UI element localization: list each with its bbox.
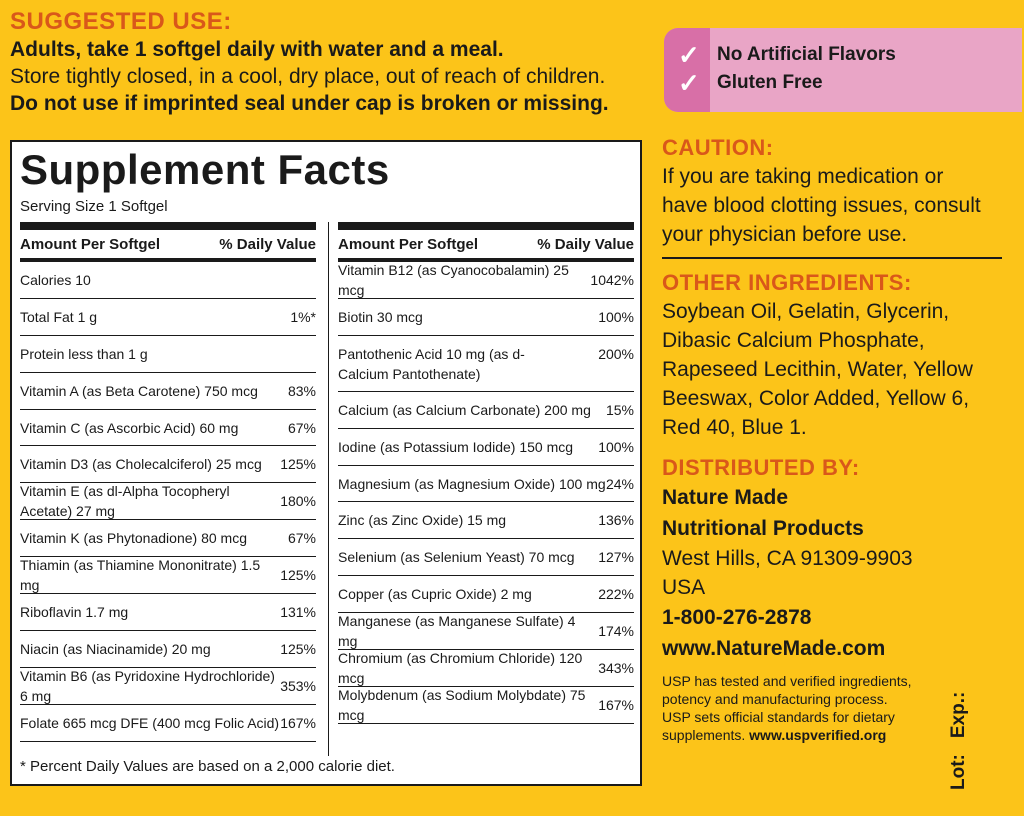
nutrient-row xyxy=(20,520,316,557)
daily-value: 200% xyxy=(598,345,634,362)
nutrient-row xyxy=(338,576,634,613)
badge-label: Gluten Free xyxy=(717,72,823,93)
lot-exp-stamp xyxy=(948,676,970,790)
company-name: Nature Made xyxy=(662,486,789,509)
daily-value: 174% xyxy=(598,623,634,640)
nutrient-row xyxy=(338,262,634,299)
nutrient-row xyxy=(338,613,634,650)
nutrient-name: Protein less than 1 g xyxy=(20,345,148,362)
nutrient-row xyxy=(338,299,634,336)
caution-text: your physician before use. xyxy=(662,223,908,246)
nutrient-row xyxy=(20,336,316,373)
nutrient-name: Thiamin (as Thiamine Mononitrate) 1.5 mg xyxy=(20,557,261,594)
usp-text: USP sets official standards for dietary xyxy=(662,709,895,725)
ingredients-text: Dibasic Calcium Phosphate, xyxy=(662,329,925,352)
seal-warning-line: Do not use if imprinted seal under cap is broken or missing. xyxy=(10,92,609,115)
check-icon: ✓ xyxy=(678,68,700,98)
badge-label: No Artificial Flavors xyxy=(717,44,896,65)
nutrient-name: Calcium (as Calcium Carbonate) 200 mg xyxy=(338,401,591,418)
lot-label: Lot: xyxy=(948,754,969,790)
ingredients-text: Soybean Oil, Gelatin, Glycerin, xyxy=(662,300,950,323)
nutrient-row xyxy=(20,705,316,742)
nutrient-row xyxy=(338,429,634,466)
nutrient-row xyxy=(338,502,634,539)
daily-value: 100% xyxy=(598,438,634,455)
nutrient-name: Selenium (as Selenium Yeast) 70 mcg xyxy=(338,549,575,566)
caution-text: If you are taking medication or xyxy=(662,165,944,188)
nutrient-row xyxy=(338,687,634,724)
nutrient-name: Chromium (as Chromium Chloride) 120 mcg xyxy=(338,649,583,686)
phone-number: 1-800-276-2878 xyxy=(662,606,812,629)
nutrient-name: Biotin 30 mcg xyxy=(338,308,423,325)
daily-value: 131% xyxy=(280,603,316,620)
suggested-use-section xyxy=(10,8,650,117)
facts-left-column xyxy=(20,222,316,742)
nutrient-row xyxy=(20,410,316,447)
company-name: Nutritional Products xyxy=(662,517,864,540)
nutrient-row xyxy=(20,668,316,705)
nutrient-row xyxy=(338,466,634,503)
nutrient-row xyxy=(20,631,316,668)
column-header xyxy=(20,230,316,262)
daily-value: 180% xyxy=(280,493,316,510)
nutrient-name: Molybdenum (as Sodium Molybdate) 75 mcg xyxy=(338,686,586,723)
country: USA xyxy=(662,576,706,599)
daily-value: 83% xyxy=(287,382,316,399)
usp-text: potency and manufacturing process. xyxy=(662,691,888,707)
usp-website: www.uspverified.org xyxy=(749,727,887,743)
nutrient-name: Pantothenic Acid 10 mg (as d-Calcium Pantothenate) xyxy=(338,345,525,382)
check-icon: ✓ xyxy=(678,40,700,70)
daily-value: 67% xyxy=(287,530,316,547)
daily-value: 353% xyxy=(280,677,316,694)
nutrient-row xyxy=(338,539,634,576)
usp-text-prefix: supplements. xyxy=(662,727,750,743)
ingredients-text: Beeswax, Color Added, Yellow 6, xyxy=(662,387,970,410)
amount-header: Amount Per Softgel xyxy=(20,235,161,253)
daily-value: 136% xyxy=(598,512,634,529)
nutrient-name: Folate 665 mcg DFE (400 mcg Folic Acid) xyxy=(20,714,280,731)
nutrient-row xyxy=(20,594,316,631)
nutrient-row xyxy=(20,299,316,336)
nutrient-name: Niacin (as Niacinamide) 20 mg xyxy=(20,640,211,657)
ingredients-text: Red 40, Blue 1. xyxy=(662,416,807,439)
right-rows xyxy=(338,262,634,724)
serving-size: Serving Size 1 Softgel xyxy=(20,198,168,215)
divider xyxy=(662,257,1002,259)
nutrient-name: Total Fat 1 g xyxy=(20,308,98,325)
daily-value: 1%* xyxy=(290,308,316,325)
exp-label: Exp.: xyxy=(948,691,969,739)
nutrient-name: Magnesium (as Magnesium Oxide) 100 mg xyxy=(338,475,606,492)
heavy-rule xyxy=(20,222,316,230)
dv-header: % Daily Value xyxy=(537,235,634,253)
nutrient-row xyxy=(20,483,316,520)
nutrient-name: Vitamin B6 (as Pyridoxine Hydrochloride) 6 mg xyxy=(20,667,275,704)
claims-badge xyxy=(664,28,1022,112)
nutrient-name: Iodine (as Potassium Iodide) 150 mcg xyxy=(338,438,574,455)
badge-row xyxy=(678,42,896,68)
heavy-rule xyxy=(338,222,634,230)
daily-value: 167% xyxy=(280,714,316,731)
other-ingredients-heading: OTHER INGREDIENTS: xyxy=(662,270,912,295)
daily-value: 222% xyxy=(598,586,634,603)
nutrient-row xyxy=(20,557,316,594)
facts-title: Supplement Facts xyxy=(20,146,390,193)
nutrient-name: Riboflavin 1.7 mg xyxy=(20,603,129,620)
badge-row xyxy=(678,70,823,96)
caution-heading: CAUTION: xyxy=(662,135,774,160)
daily-value: 24% xyxy=(605,475,634,492)
left-rows xyxy=(20,262,316,742)
storage-line: Store tightly closed, in a cool, dry place, out of reach of children. xyxy=(10,65,606,88)
daily-value: 343% xyxy=(598,659,634,676)
nutrient-name: Vitamin E (as dl-Alpha Tocopheryl Acetate) 27 mg xyxy=(20,483,230,520)
nutrient-name: Vitamin D3 (as Cholecalciferol) 25 mcg xyxy=(20,456,262,473)
caution-text: have blood clotting issues, consult xyxy=(662,194,981,217)
suggested-use-line: Adults, take 1 softgel daily with water and a meal. xyxy=(10,38,504,61)
daily-value: 15% xyxy=(605,401,634,418)
nutrient-name: Calories 10 xyxy=(20,271,91,288)
nutrient-row xyxy=(338,650,634,687)
nutrient-row xyxy=(20,373,316,410)
nutrient-row xyxy=(20,446,316,483)
website: www.NatureMade.com xyxy=(662,637,886,660)
daily-value: 125% xyxy=(280,456,316,473)
daily-value-footnote: * Percent Daily Values are based on a 2,000 calorie diet. xyxy=(20,758,395,775)
daily-value: 127% xyxy=(598,549,634,566)
distributed-by-heading: DISTRIBUTED BY: xyxy=(662,455,860,480)
nutrient-row xyxy=(20,262,316,299)
amount-header: Amount Per Softgel xyxy=(338,235,479,253)
nutrient-name: Vitamin B12 (as Cyanocobalamin) 25 mcg xyxy=(338,261,569,298)
nutrient-name: Manganese (as Manganese Sulfate) 4 mg xyxy=(338,613,576,650)
nutrient-name: Vitamin A (as Beta Carotene) 750 mcg xyxy=(20,382,258,399)
daily-value: 67% xyxy=(287,419,316,436)
daily-value: 125% xyxy=(280,567,316,584)
dv-header: % Daily Value xyxy=(219,235,316,253)
ingredients-text: Rapeseed Lecithin, Water, Yellow xyxy=(662,358,973,381)
label-info-column xyxy=(662,134,1012,744)
nutrient-name: Vitamin C (as Ascorbic Acid) 60 mg xyxy=(20,419,239,436)
nutrient-row xyxy=(338,336,634,392)
daily-value: 167% xyxy=(598,696,634,713)
nutrient-name: Zinc (as Zinc Oxide) 15 mg xyxy=(338,512,507,529)
supplement-facts-panel xyxy=(10,140,642,786)
suggested-use-heading: SUGGESTED USE: xyxy=(10,8,232,35)
daily-value: 1042% xyxy=(590,271,634,288)
address: West Hills, CA 91309-9903 xyxy=(662,547,913,570)
daily-value: 125% xyxy=(280,640,316,657)
column-header xyxy=(338,230,634,262)
facts-right-column xyxy=(338,222,634,724)
nutrient-name: Vitamin K (as Phytonadione) 80 mcg xyxy=(20,530,247,547)
usp-text: USP has tested and verified ingredients, xyxy=(662,673,912,689)
nutrient-name: Copper (as Cupric Oxide) 2 mg xyxy=(338,586,532,603)
column-divider xyxy=(328,222,329,756)
nutrient-row xyxy=(338,392,634,429)
daily-value: 100% xyxy=(598,308,634,325)
